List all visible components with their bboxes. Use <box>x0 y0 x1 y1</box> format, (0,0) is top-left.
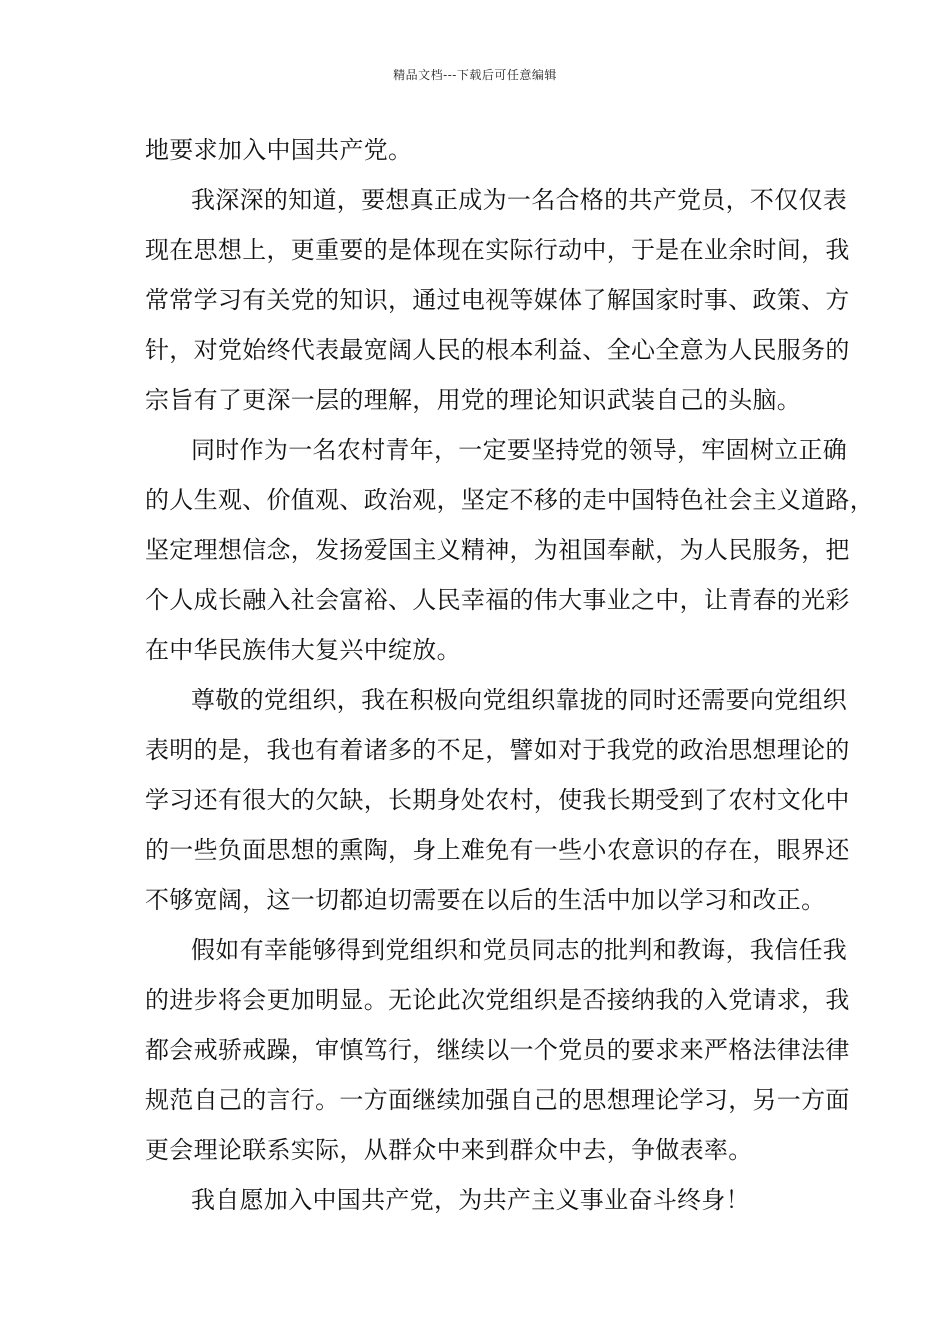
text-line: 常常学习有关党的知识，通过电视等媒体了解国家时事、政策、方 <box>145 286 850 314</box>
text-line: 的进步将会更加明显。无论此次党组织是否接纳我的入党请求，我 <box>145 986 850 1014</box>
text-line: 在中华民族伟大复兴中绽放。 <box>145 636 461 664</box>
text-line: 更会理论联系实际，从群众中来到群众中去，争做表率。 <box>145 1136 753 1164</box>
paragraph-first-line: 同时作为一名农村青年，一定要坚持党的领导，牢固树立正确 <box>191 436 848 464</box>
paragraph-first-line: 我深深的知道，要想真正成为一名合格的共产党员，不仅仅表 <box>191 186 848 214</box>
text-line: 地要求加入中国共产党。 <box>145 136 413 164</box>
text-line: 现在思想上，更重要的是体现在实际行动中，于是在业余时间，我 <box>145 236 850 264</box>
text-line: 坚定理想信念，发扬爱国主义精神，为祖国奉献，为人民服务，把 <box>145 536 850 564</box>
text-line: 宗旨有了更深一层的理解，用党的理论知识武装自己的头脑。 <box>145 386 802 414</box>
text-line: 不够宽阔，这一切都迫切需要在以后的生活中加以学习和改正。 <box>145 886 826 914</box>
closing-statement: 我自愿加入中国共产党，为共产主义事业奋斗终身！ <box>191 1186 750 1214</box>
text-line: 规范自己的言行。一方面继续加强自己的思想理论学习，另一方面 <box>145 1086 850 1114</box>
paragraph-first-line: 假如有幸能够得到党组织和党员同志的批判和教诲，我信任我 <box>191 936 848 964</box>
text-line: 针，对党始终代表最宽阔人民的根本利益、全心全意为人民服务的 <box>145 336 850 364</box>
text-line: 都会戒骄戒躁，审慎笃行，继续以一个党员的要求来严格法律法律 <box>145 1036 850 1064</box>
paragraph-first-line: 尊敬的党组织，我在积极向党组织靠拢的同时还需要向党组织 <box>191 686 848 714</box>
text-line: 的一些负面思想的熏陶，身上难免有一些小农意识的存在，眼界还 <box>145 836 850 864</box>
text-line: 的人生观、价值观、政治观，坚定不移的走中国特色社会主义道路， <box>145 486 874 514</box>
text-line: 个人成长融入社会富裕、人民幸福的伟大事业之中，让青春的光彩 <box>145 586 850 614</box>
page-header: 精品文档---下载后可任意编辑 <box>393 68 557 82</box>
text-line: 学习还有很大的欠缺，长期身处农村，使我长期受到了农村文化中 <box>145 786 850 814</box>
text-line: 表明的是，我也有着诸多的不足，譬如对于我党的政治思想理论的 <box>145 736 850 764</box>
